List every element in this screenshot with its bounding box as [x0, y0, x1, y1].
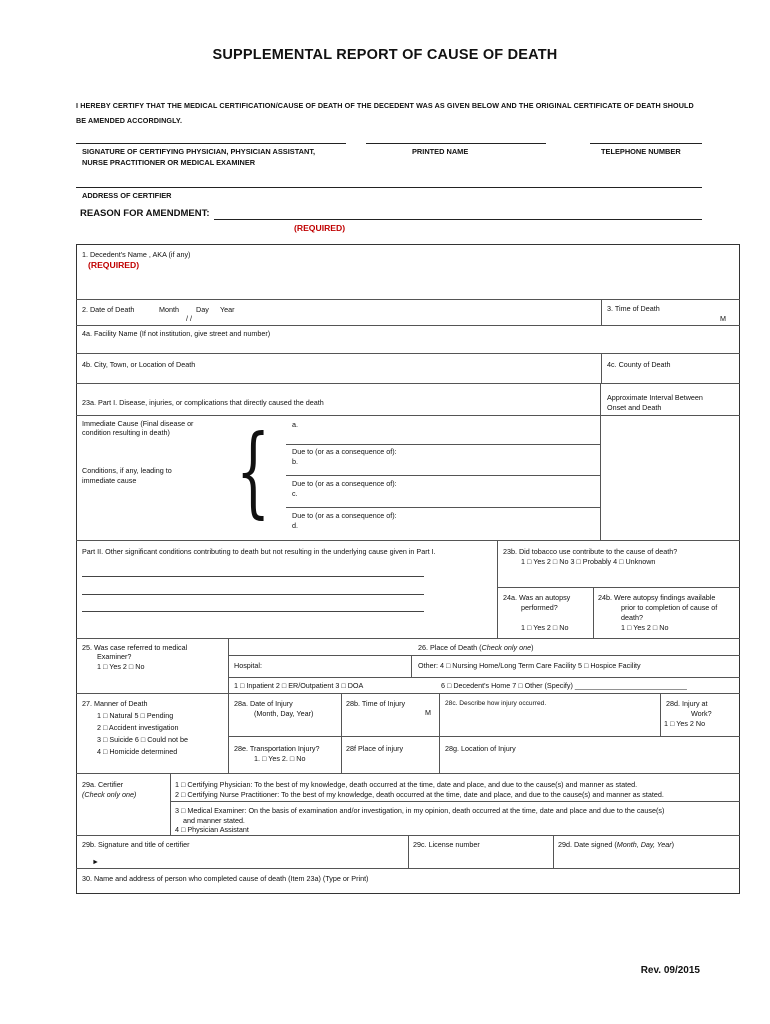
- completed-by-label: 30. Name and address of person who completed cause of death (Item 23a) (Type or Print): [82, 874, 369, 883]
- rule: [228, 638, 229, 773]
- date-month-label: Month: [159, 305, 179, 314]
- certification-line-1: I HEREBY CERTIFY THAT THE MEDICAL CERTIFICATION/CAUSE OF DEATH OF THE DECEDENT WAS AS GIVEN BELOW AND THE ORIGINAL CERTIFICATE OF DEATH SHOULD: [76, 101, 694, 110]
- decedent-name-field[interactable]: [82, 272, 732, 296]
- injury-at-work-options[interactable]: 1 □ Yes 2 No: [664, 719, 706, 728]
- injury-at-work-label-1: 28d. Injury at: [666, 699, 708, 708]
- rule: [76, 353, 740, 354]
- rule: [601, 299, 602, 325]
- autopsy-label-1: 24a. Was an autopsy: [503, 593, 571, 602]
- interval-label-2: Onset and Death: [607, 403, 662, 412]
- rule: [76, 773, 740, 774]
- certifier-option-1[interactable]: 1 □ Certifying Physician: To the best of my knowledge, death occurred at the time, date and place, and due to the cause(s) and manner as stated.: [175, 780, 638, 789]
- cause-c-label: c.: [292, 489, 298, 498]
- part2-line-2[interactable]: [82, 594, 424, 595]
- rule: [660, 693, 661, 736]
- injury-date-label-2: (Month, Day, Year): [254, 709, 314, 718]
- hospital-label: Hospital:: [234, 661, 262, 670]
- part2-line-1[interactable]: [82, 576, 424, 577]
- manner-row-2[interactable]: 2 □ Accident investigation: [97, 723, 179, 732]
- rule: [76, 299, 740, 300]
- date-of-death-label: 2. Date of Death: [82, 305, 135, 314]
- rule: [286, 475, 600, 476]
- printed-name-line[interactable]: [366, 143, 546, 144]
- reason-line[interactable]: [214, 219, 702, 220]
- signature-label-line-2: NURSE PRACTITIONER OR MEDICAL EXAMINER: [82, 158, 256, 167]
- injury-date-label-1: 28a. Date of Injury: [234, 699, 293, 708]
- certifier-option-3-cont: and manner stated.: [183, 816, 245, 825]
- cause-b-label: b.: [292, 457, 298, 466]
- reason-label: REASON FOR AMENDMENT:: [80, 208, 210, 219]
- interval-label-1: Approximate Interval Between: [607, 393, 703, 402]
- signature-label-line-1: SIGNATURE OF CERTIFYING PHYSICIAN, PHYSICIAN ASSISTANT,: [82, 147, 316, 156]
- transport-injury-label: 28e. Transportation Injury?: [234, 744, 320, 753]
- place-of-death-label: 26. Place of Death (Check only one): [418, 643, 534, 652]
- conditions-label-1: Conditions, if any, leading to: [82, 466, 172, 475]
- certification-statement: [76, 98, 726, 128]
- conditions-label-2: immediate cause: [82, 476, 137, 485]
- cause-a-label: a.: [292, 420, 298, 429]
- autopsy-findings-options[interactable]: 1 □ Yes 2 □ No: [621, 623, 669, 632]
- place-of-injury-label: 28f Place of injury: [346, 744, 404, 753]
- manner-row-4[interactable]: 4 □ Homicide determined: [97, 747, 178, 756]
- tobacco-label: 23b. Did tobacco use contribute to the cause of death?: [503, 547, 678, 556]
- certifier-label-2: (Check only one): [82, 790, 137, 799]
- autopsy-findings-label-3: death?: [621, 613, 643, 622]
- brace-icon: {: [236, 415, 271, 529]
- part1-label: 23a. Part I. Disease, injuries, or complications that directly caused the death: [82, 398, 324, 407]
- manner-label: 27. Manner of Death: [82, 699, 148, 708]
- telephone-label: TELEPHONE NUMBER: [601, 147, 681, 156]
- address-line[interactable]: [76, 187, 702, 188]
- immediate-cause-label-1: Immediate Cause (Final disease or: [82, 419, 194, 428]
- date-day-label: Day: [196, 305, 209, 314]
- address-label: ADDRESS OF CERTIFIER: [82, 191, 172, 200]
- rule: [593, 587, 594, 638]
- date-signed-label: 29d. Date signed (Month, Day, Year): [558, 840, 675, 849]
- autopsy-options[interactable]: 1 □ Yes 2 □ No: [521, 623, 569, 632]
- rule: [76, 638, 740, 639]
- county-label: 4c. County of Death: [607, 360, 671, 369]
- certification-line-2: BE AMENDED ACCORDINGLY.: [76, 116, 183, 125]
- manner-row-1[interactable]: 1 □ Natural 5 □ Pending: [97, 711, 174, 720]
- other-place-options-2[interactable]: 6 □ Decedent's Home 7 □ Other (Specify) ____________________________: [441, 681, 687, 690]
- tobacco-options[interactable]: 1 □ Yes 2 □ No 3 □ Probably 4 □ Unknown: [521, 557, 656, 566]
- date-year-label: Year: [220, 305, 235, 314]
- rule: [76, 383, 740, 384]
- signature-line[interactable]: [76, 143, 346, 144]
- other-place-options[interactable]: Other: 4 □ Nursing Home/Long Term Care Facility 5 □ Hospice Facility: [418, 661, 641, 670]
- manner-row-3[interactable]: 3 □ Suicide 6 □ Could not be: [97, 735, 188, 744]
- transport-injury-options[interactable]: 1. □ Yes 2. □ No: [254, 754, 306, 763]
- part2-line-3[interactable]: [82, 611, 424, 612]
- rule: [170, 801, 740, 802]
- autopsy-label-2: performed?: [521, 603, 558, 612]
- injury-time-label: 28b. Time of Injury: [346, 699, 406, 708]
- due-to-b: Due to (or as a consequence of):: [292, 447, 397, 456]
- rule: [497, 587, 740, 588]
- rule: [601, 353, 602, 383]
- rule: [600, 383, 601, 540]
- rule: [76, 868, 740, 869]
- rule: [408, 835, 409, 868]
- injury-at-work-label-2: Work?: [691, 709, 712, 718]
- rule: [228, 655, 740, 656]
- telephone-line[interactable]: [590, 143, 702, 144]
- hospital-options[interactable]: 1 □ Inpatient 2 □ ER/Outpatient 3 □ DOA: [234, 681, 364, 690]
- me-referral-label-1: 25. Was case referred to medical: [82, 643, 188, 652]
- certifier-label-1: 29a. Certifier: [82, 780, 124, 789]
- license-number-label: 29c. License number: [413, 840, 480, 849]
- location-of-injury-label: 28g. Location of Injury: [445, 744, 516, 753]
- date-slashes: / /: [186, 314, 192, 323]
- injury-description-label: 28c. Describe how injury occurred.: [445, 700, 547, 707]
- certifier-option-2[interactable]: 2 □ Certifying Nurse Practitioner: To the best of my knowledge, death occurred at the time, date and place, and due to the cause(s) and manner as stated.: [175, 790, 664, 799]
- revision-label: Rev. 09/2015: [640, 965, 700, 976]
- arrow-icon: ►: [92, 857, 100, 866]
- certifier-signature-label: 29b. Signature and title of certifier: [82, 840, 190, 849]
- time-meridiem: M: [720, 314, 726, 323]
- cause-d-label: d.: [292, 521, 298, 530]
- rule: [76, 540, 740, 541]
- city-label: 4b. City, Town, or Location of Death: [82, 360, 196, 369]
- me-referral-label-2: Examiner?: [97, 652, 132, 661]
- rule: [228, 677, 740, 678]
- rule: [228, 736, 740, 737]
- rule: [439, 693, 440, 773]
- rule: [286, 444, 600, 445]
- me-referral-options[interactable]: 1 □ Yes 2 □ No: [97, 662, 145, 671]
- reason-required: (REQUIRED): [294, 223, 346, 233]
- rule: [553, 835, 554, 868]
- due-to-d: Due to (or as a consequence of):: [292, 511, 397, 520]
- autopsy-findings-label-1: 24b. Were autopsy findings available: [598, 593, 716, 602]
- autopsy-findings-label-2: prior to completion of cause of: [621, 603, 718, 612]
- time-of-death-label: 3. Time of Death: [607, 304, 660, 313]
- rule: [497, 540, 498, 638]
- certifier-option-3[interactable]: 3 □ Medical Examiner: On the basis of examination and/or investigation, in my opinion, death occurred at the time, date and place and due to the cause(s): [175, 806, 665, 815]
- signature-label: [82, 146, 315, 168]
- rule: [341, 693, 342, 773]
- due-to-c: Due to (or as a consequence of):: [292, 479, 397, 488]
- page-title: SUPPLEMENTAL REPORT OF CAUSE OF DEATH: [212, 47, 558, 63]
- injury-time-meridiem: M: [425, 708, 431, 717]
- certifier-option-4[interactable]: 4 □ Physician Assistant: [175, 825, 249, 834]
- decedent-name-label: 1. Decedent's Name , AKA (if any): [82, 250, 191, 259]
- printed-name-label: PRINTED NAME: [412, 147, 469, 156]
- rule: [411, 655, 412, 677]
- immediate-cause-label-2: condition resulting in death): [82, 428, 170, 437]
- rule: [76, 415, 740, 416]
- part2-label: Part II. Other significant conditions contributing to death but not resulting in the underlying cause given in Part I.: [82, 547, 436, 556]
- decedent-name-required: (REQUIRED): [88, 260, 140, 270]
- rule: [170, 773, 171, 835]
- rule: [286, 507, 600, 508]
- facility-name-label: 4a. Facility Name (If not institution, give street and number): [82, 329, 271, 338]
- rule: [76, 325, 740, 326]
- rule: [76, 693, 740, 694]
